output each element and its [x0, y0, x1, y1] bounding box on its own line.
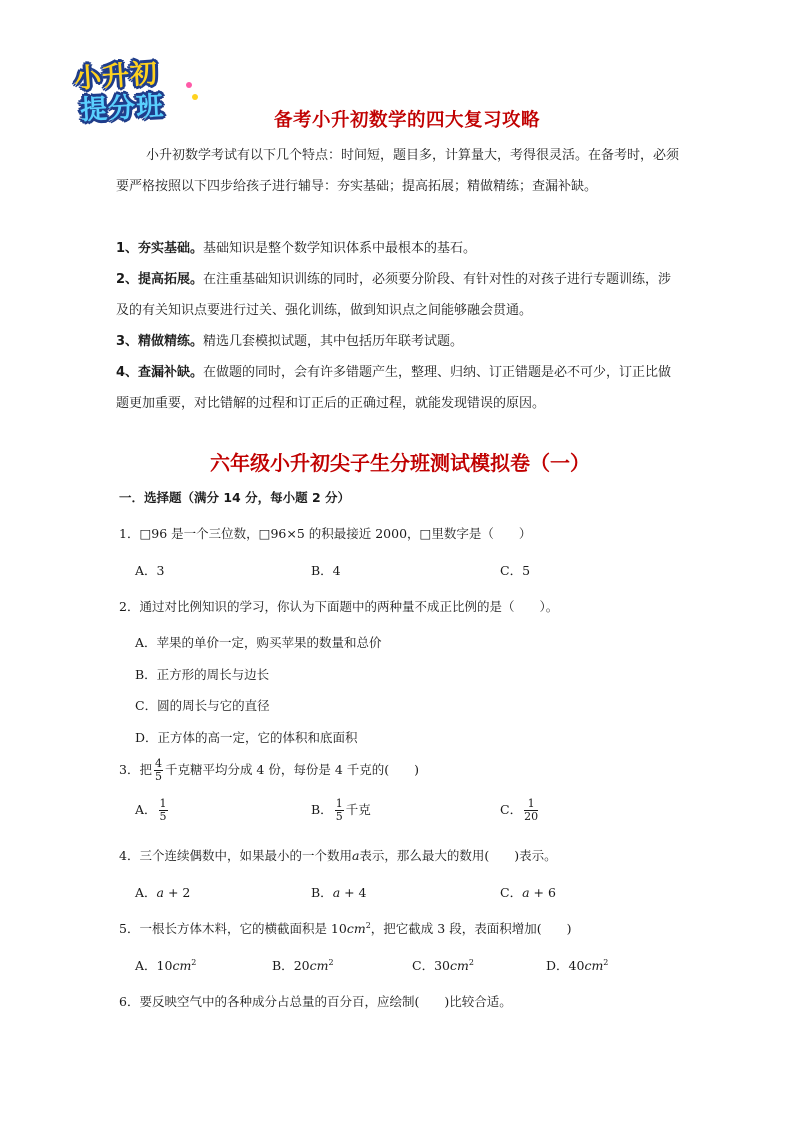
logo-line-2: 提分班 [79, 90, 165, 127]
q5-option-a: A．$10cm^2$ [135, 957, 197, 973]
q1-option-c: C．5 [500, 563, 531, 578]
q5-prefix: 5．一根长方体木料，它的横截面积是 10 [119, 921, 347, 936]
q5-unit: cm [346, 921, 366, 936]
step-text: 基础知识是整个数学知识体系中最根本的基石。 [203, 241, 477, 256]
q3-suffix: 千克糖平均分成 4 份，每份是 4 千克的( ) [164, 762, 420, 777]
option-label: C． [500, 802, 523, 817]
q2-option-b: B．正方形的周长与边长 [135, 667, 270, 682]
logo-spark-icon [186, 82, 192, 88]
option-label: D． [546, 958, 569, 973]
exam-title: 六年级小升初尖子生分班测试模拟卷（一） [210, 451, 590, 475]
q3-option-a [135, 798, 170, 823]
q2-option-c: C．圆的周长与它的直径 [135, 698, 270, 713]
intro-title: 备考小升初数学的四大复习攻略 [273, 110, 540, 131]
option-variable: a [156, 885, 164, 900]
q5-option-d: D．$40cm^2$ [546, 957, 609, 973]
option-label: A． [135, 885, 157, 900]
q4-option-b [311, 883, 367, 901]
option-unit: cm [172, 958, 192, 973]
step-text: 精选几套模拟试题，其中包括历年联考试题。 [203, 334, 464, 349]
option-label: A． [135, 802, 157, 817]
fraction-denominator: 5 [335, 810, 343, 823]
question-4 [119, 846, 557, 864]
step-label: 3、精做精练。 [116, 334, 204, 349]
option-label: C． [500, 885, 523, 900]
intro-paragraph: 小升初数学考试有以下几个特点：时间短，题目多，计算量大，考得很灵活。在备考时，必须要严格按照以下四步给孩子进行辅导：夯实基础；提高拓展；精做精练；查漏补缺。 [116, 148, 680, 194]
step-text: 在注重基础知识训练的同时，必须要分阶段、有针对性的对孩子进行专题训练，涉及的有关知识点要进行过关、强化训练，做到知识点之间能够融会贯通。 [116, 272, 672, 318]
q4-option-c [500, 883, 556, 901]
q4-suffix: 表示，那么最大的数用( )表示。 [359, 848, 557, 863]
option-unit: cm [449, 958, 469, 973]
option-rest: + 6 [529, 885, 556, 900]
q3-fraction [154, 758, 163, 783]
option-fraction [524, 798, 538, 823]
option-label: B． [311, 885, 333, 900]
section-heading: 一．选择题（满分 14 分，每小题 2 分） [119, 490, 351, 505]
fraction-denominator: 20 [524, 810, 539, 823]
fraction-numerator: 1 [159, 797, 167, 810]
option-label: B． [272, 958, 294, 973]
step-text: 在做题的同时，会有许多错题产生，整理、归纳、订正错题是必不可少，订正比做题更加重要，对比错解的过程和订正后的正确过程，就能发现错误的原因。 [116, 365, 672, 411]
option-label: B． [311, 802, 333, 817]
option-unit: cm [309, 958, 329, 973]
option-unit: cm [584, 958, 604, 973]
option-value: 20 [293, 958, 310, 973]
q3-prefix: 3．把 [119, 762, 152, 777]
q1-option-a: A．3 [135, 563, 165, 578]
question-6: 6．要反映空气中的各种成分占总量的百分百，应绘制( )比较合适。 [119, 994, 512, 1009]
q1-option-b: B．4 [311, 563, 341, 578]
q4-option-a [135, 883, 190, 901]
q3-option-b [311, 798, 371, 823]
step-4 [116, 357, 682, 419]
option-rest: + 4 [340, 885, 367, 900]
option-fraction [335, 798, 344, 823]
q5-option-c: C．$30cm^2$ [412, 957, 474, 973]
option-label: C． [412, 958, 435, 973]
q4-variable: a [351, 848, 360, 863]
q3-option-c [500, 798, 540, 823]
question-5: 5．一根长方体木料，它的横截面积是 $10cm^2$，把它截成 3 段，表面积增加( ) [119, 920, 572, 936]
option-label: A． [135, 958, 157, 973]
q2-option-d: D．正方体的高一定，它的体积和底面积 [135, 730, 358, 745]
fraction-denominator: 5 [159, 810, 167, 823]
option-value: 40 [568, 958, 585, 973]
option-variable: a [522, 885, 530, 900]
step-label: 1、夯实基础。 [116, 241, 204, 256]
q5-option-b: B．$20cm^2$ [272, 957, 334, 973]
q4-prefix: 4．三个连续偶数中，如果最小的一个数用 [119, 848, 352, 863]
option-value: 10 [156, 958, 173, 973]
step-3 [116, 326, 682, 357]
logo-line-1: 小升初 [73, 58, 160, 95]
question-2: 2．通过对比例知识的学习，你认为下面题中的两种量不成正比例的是（ ）。 [119, 599, 559, 614]
fraction-numerator: 1 [335, 797, 343, 810]
q2-option-a: A．苹果的单价一定，购买苹果的数量和总价 [135, 635, 382, 650]
option-unit: 千克 [345, 802, 371, 817]
fraction-numerator: 4 [154, 757, 162, 770]
step-2 [116, 264, 682, 326]
option-value: 30 [434, 958, 450, 973]
step-1 [116, 233, 682, 264]
step-label: 4、查漏补缺。 [116, 365, 204, 380]
option-fraction [159, 798, 168, 823]
step-label: 2、提高拓展。 [116, 272, 204, 287]
q5-suffix: ，把它截成 3 段，表面积增加( ) [370, 921, 572, 936]
option-variable: a [332, 885, 341, 900]
fraction-denominator: 5 [154, 770, 162, 783]
question-1: 1．□96 是一个三位数，□96×5 的积最接近 2000，□里数字是（ ） [119, 526, 532, 541]
logo-spark-icon [192, 94, 198, 100]
question-3 [119, 758, 419, 783]
option-rest: + 2 [163, 885, 191, 900]
fraction-numerator: 1 [524, 798, 538, 811]
